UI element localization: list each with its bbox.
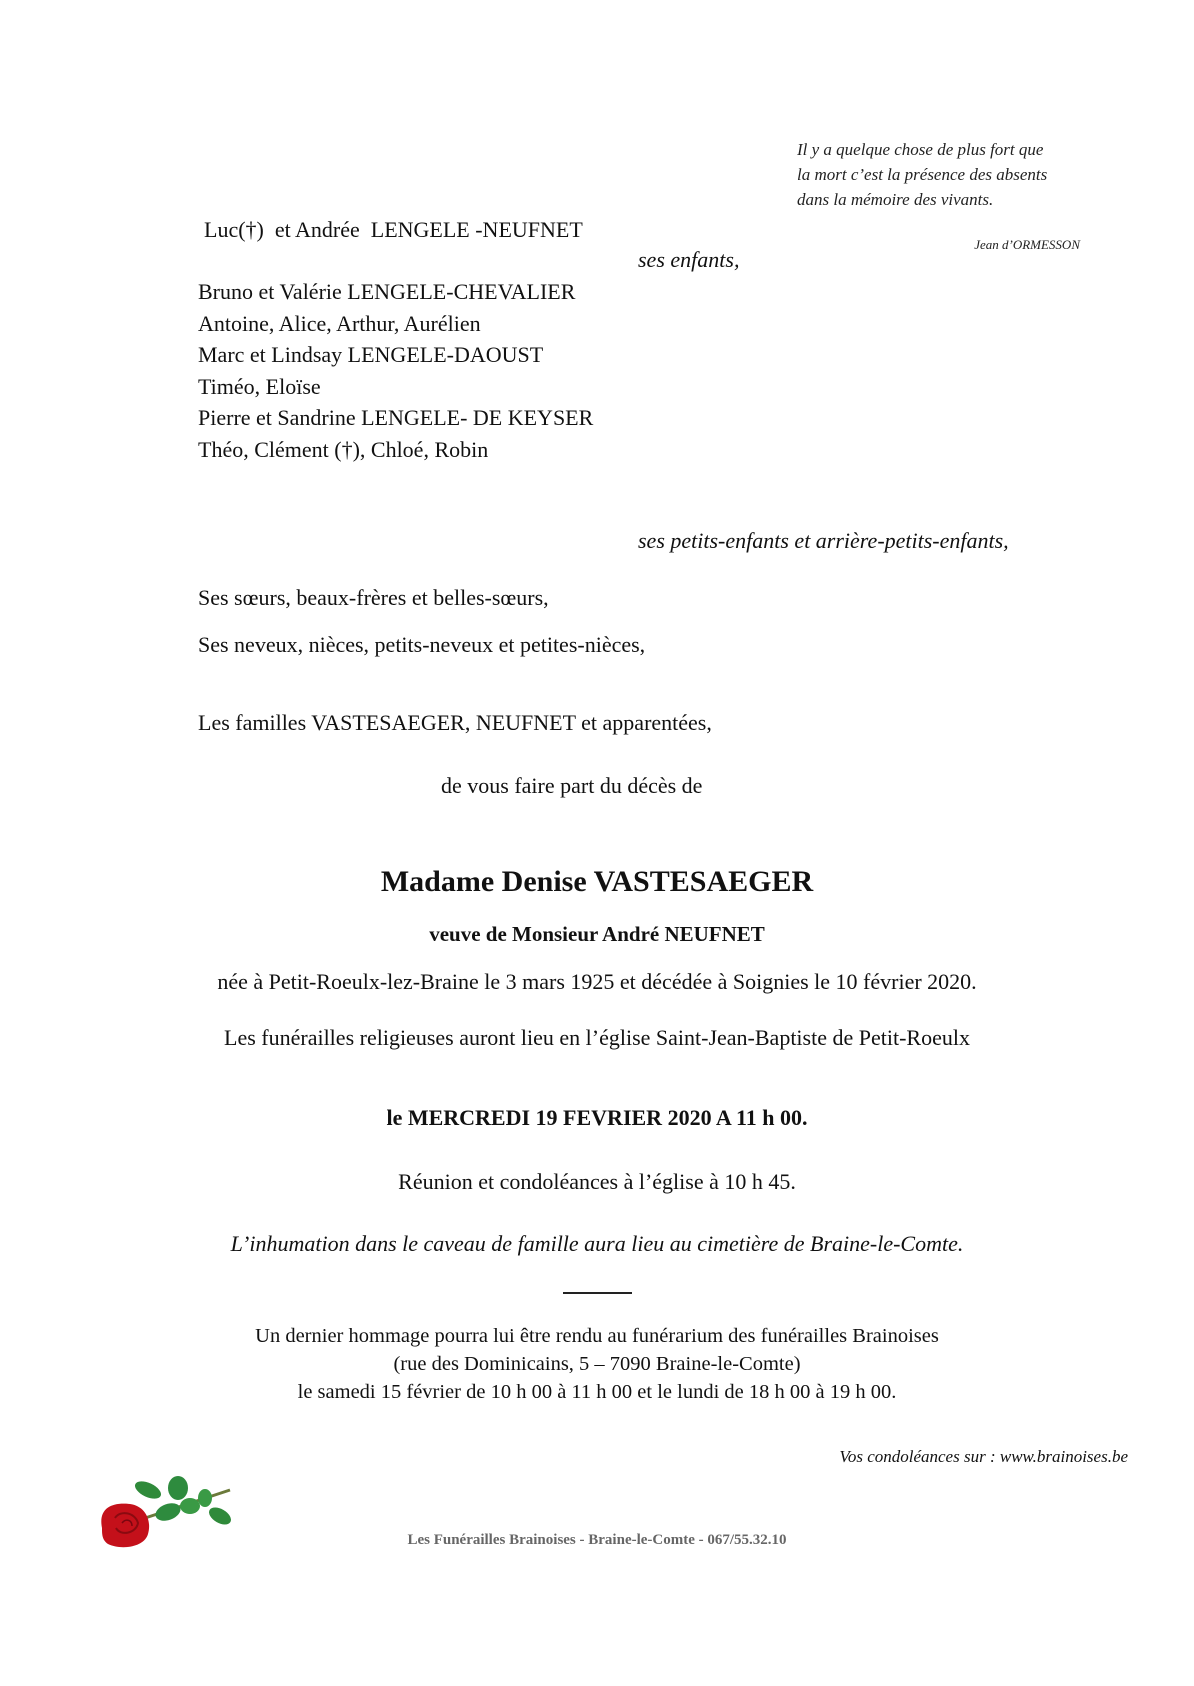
rose-leaf — [206, 1504, 234, 1528]
widow-of-line: veuve de Monsieur André NEUFNET — [429, 922, 765, 946]
footer-contact: Les Funérailles Brainoises - Braine-le-Comte - 067/55.32.10 — [407, 1532, 787, 1548]
tribute-block — [0, 1322, 1194, 1406]
burial-line: L’inhumation dans le caveau de famille aura lieu au cimetière de Braine-le-Comte. — [230, 1231, 964, 1256]
epigraph-quote — [797, 137, 1097, 212]
family-line: Antoine, Alice, Arthur, Aurélien — [198, 310, 481, 336]
birth-death-line: née à Petit-Roeulx-lez-Braine le 3 mars 1925 et décédée à Soignies le 10 février 2020. — [217, 969, 977, 994]
announcement-line: de vous faire part du décès de — [441, 773, 703, 798]
rose-leaf — [132, 1478, 163, 1503]
quote-line: la mort c’est la présence des absents — [797, 165, 1048, 184]
rose-leaf — [198, 1489, 212, 1507]
condolences-link[interactable]: Vos condoléances sur : www.brainoises.be — [839, 1447, 1128, 1466]
tribute-line: Un dernier hommage pourra lui être rendu au funérarium des funérailles Brainoises — [255, 1325, 939, 1347]
separator-rule — [563, 1292, 632, 1294]
meeting-line: Réunion et condoléances à l’église à 10 h 45. — [398, 1169, 796, 1194]
nephews-line: Ses neveux, nièces, petits-neveux et petites-nièces, — [198, 632, 646, 657]
family-line: Timéo, Eloïse — [198, 373, 321, 399]
families-line: Les familles VASTESAEGER, NEUFNET et apparentées, — [198, 710, 712, 735]
grandchildren-caption: ses petits-enfants et arrière-petits-enfants, — [638, 528, 1009, 553]
tribute-line: le samedi 15 février de 10 h 00 à 11 h 00 et le lundi de 18 h 00 à 19 h 00. — [297, 1381, 897, 1403]
family-line: Pierre et Sandrine LENGELE- DE KEYSER — [198, 405, 594, 430]
siblings-line: Ses sœurs, beaux-frères et belles-sœurs, — [198, 585, 549, 610]
deceased-name: Madame Denise VASTESAEGER — [380, 865, 814, 898]
grandchildren-list — [198, 276, 593, 465]
family-line: Théo, Clément (†), Chloé, Robin — [198, 436, 489, 462]
family-line: Bruno et Valérie LENGELE-CHEVALIER — [198, 279, 576, 304]
quote-line: dans la mémoire des vivants. — [797, 190, 994, 209]
rose-leaf — [153, 1500, 183, 1524]
tribute-line: (rue des Dominicains, 5 – 7090 Braine-le-Comte) — [393, 1353, 801, 1375]
children-names: Luc(†) et Andrée LENGELE -NEUFNET — [204, 217, 583, 242]
quote-line: Il y a quelque chose de plus fort que — [797, 140, 1044, 159]
ceremony-place: Les funérailles religieuses auront lieu en l’église Saint-Jean-Baptiste de Petit-Roeulx — [224, 1025, 970, 1050]
rose-leaf — [180, 1498, 200, 1514]
family-line: Marc et Lindsay LENGELE-DAOUST — [198, 342, 544, 367]
ceremony-date: le MERCREDI 19 FEVRIER 2020 A 11 h 00. — [386, 1105, 808, 1130]
quote-author: Jean d’ORMESSON — [974, 237, 1080, 252]
rose-leaf — [168, 1476, 188, 1500]
children-caption: ses enfants, — [638, 247, 740, 272]
